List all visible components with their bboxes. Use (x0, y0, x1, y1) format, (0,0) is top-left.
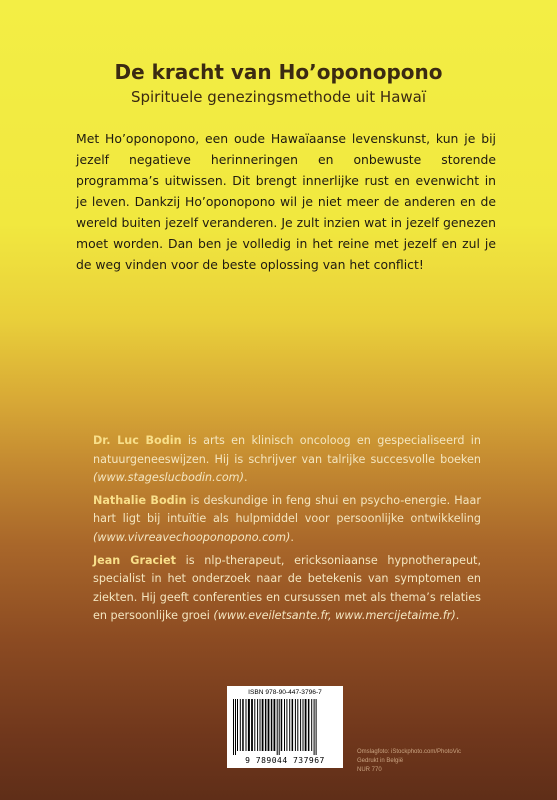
barcode-bar (279, 699, 280, 755)
isbn-label: ISBN 978-90-447-3796-7 (248, 689, 322, 696)
barcode-bar (235, 699, 236, 755)
barcode-bar (268, 699, 270, 751)
barcode-bar (274, 699, 276, 751)
barcode-bar (300, 699, 301, 751)
book-title: De kracht van Ho’oponopono (114, 60, 443, 84)
barcode-bar (240, 699, 241, 751)
barcode-bar (251, 699, 253, 751)
barcode-bar (237, 699, 238, 751)
cover-credits (357, 748, 557, 775)
photo-credit: Omslagfoto: iStockphoto.com/PhotoVic (357, 749, 461, 755)
barcode-bar (305, 699, 307, 751)
barcode-bar (233, 699, 234, 755)
barcode-bar (311, 699, 312, 751)
author-website: (www.eveiletsante.fr, www.mercijetaime.fr) (213, 609, 456, 623)
barcode-bar (246, 699, 247, 751)
barcode-bar (295, 699, 296, 751)
barcode-bar (281, 699, 283, 751)
author-bio-text: is nlp-therapeut, ericksoniaanse hypnotherapeut, specialist in het onderzoek naar de betekenis van symptomen en ziekten. Hij geeft conferenties en cursussen met als thema’s relaties en persoonlijke groei (93, 553, 481, 623)
barcode-bar (277, 699, 278, 755)
author-bio-tail: . (455, 609, 460, 623)
author-bio-jean-graciet (93, 552, 481, 626)
nur-code: NUR 770 (357, 767, 382, 773)
author-bio-tail: . (243, 471, 248, 485)
barcode-bar (284, 699, 285, 751)
author-bio-text: is deskundige in feng shui en psycho-energie. Haar hart ligt bij intuïtie als hulpmiddel voor persoonlijke ontwikkeling (93, 493, 481, 526)
author-name: Nathalie Bodin (93, 493, 187, 507)
barcode-bar (286, 699, 287, 751)
barcode-bar (308, 699, 310, 751)
intro-paragraph: Met Ho’oponopono, een oude Hawaïaanse levenskunst, kun je bij jezelf negatieve herinneringen en onbewuste storende programma’s uitwissen. Dit brengt innerlijke rust en evenwicht in je leven. Dankzij Ho’oponopono wil je niet meer de anderen en de wereld buiten jezelf veranderen. Je zult inzien wat in jezelf genezen moet worden. Dan ben je volledig in het reine met jezelf en zul je de weg vinden voor de beste oplossing van het conflict! (76, 131, 496, 272)
barcode-bars (233, 699, 337, 755)
barcode-bar (271, 699, 273, 751)
author-bios (93, 432, 481, 630)
barcode-bar (303, 699, 304, 751)
barcode-bar (254, 699, 255, 751)
barcode-bar (257, 699, 258, 751)
author-bio-nathalie-bodin (93, 492, 481, 548)
barcode-bar (265, 699, 267, 751)
barcode-bar (248, 699, 250, 751)
barcode-bar (262, 699, 264, 751)
printed-in: Gedrukt in België (357, 758, 404, 764)
book-subtitle: Spirituele genezingsmethode uit Hawaï (130, 88, 427, 106)
author-bio-luc-bodin (93, 432, 481, 488)
barcode-bar (292, 699, 294, 751)
barcode-bar (316, 699, 317, 755)
barcode-bar (289, 699, 290, 751)
author-bio-tail: . (290, 530, 294, 544)
author-bio-text: is arts en klinisch oncoloog en gespecialiseerd in natuurgeneeswijzen. Hij is schrijver van talrijke succesvolle boeken (93, 434, 481, 466)
author-website: (www.vivreavechooponopono.com) (93, 530, 291, 544)
barcode-bar (314, 699, 315, 755)
barcode-bar (297, 699, 298, 751)
author-name: Jean Graciet (93, 553, 176, 567)
ean-digits: 9 789044 737967 (245, 756, 325, 765)
author-name: Dr. Luc Bodin (93, 434, 182, 447)
isbn-barcode (227, 686, 343, 768)
barcode-bar (242, 699, 244, 751)
author-website: (www.stageslucbodin.com) (93, 471, 244, 485)
barcode-bar (260, 699, 261, 751)
